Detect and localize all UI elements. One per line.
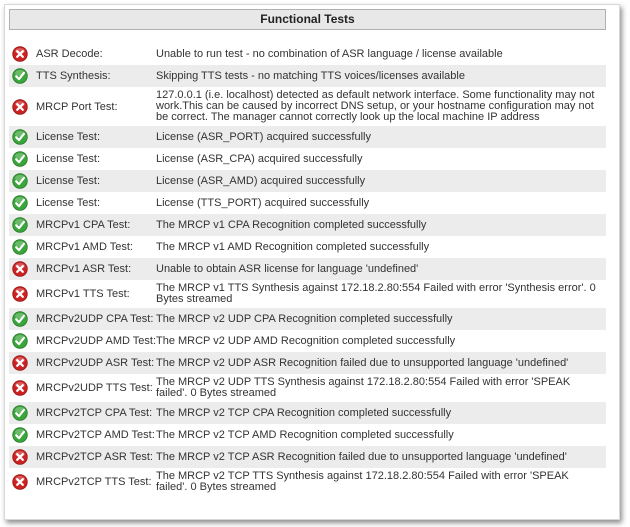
table-row: [9, 468, 606, 496]
test-name: MRCPv2UDP CPA Test:: [36, 313, 154, 325]
x-circle-icon: [12, 99, 28, 115]
test-result: The MRCP v2 TCP ASR Recognition failed due to unsupported language 'undefined': [156, 450, 567, 463]
test-name: MRCPv2UDP AMD Test:: [36, 335, 157, 347]
test-result: Unable to obtain ASR license for language 'undefined': [156, 262, 419, 275]
test-result: The MRCP v2 TCP CPA Recognition completed successfully: [156, 406, 452, 419]
test-result: The MRCP v2 UDP ASR Recognition failed due to unsupported language 'undefined': [156, 356, 569, 369]
check-circle-icon: [12, 217, 28, 233]
check-circle-icon: [12, 239, 28, 255]
test-result: License (TTS_PORT) acquired successfully: [156, 196, 370, 209]
test-result: The MRCP v2 UDP CPA Recognition completed successfully: [156, 312, 453, 325]
table-row: [9, 214, 606, 236]
table-row: [9, 308, 606, 330]
check-circle-icon: [12, 195, 28, 211]
panel-title: Functional Tests: [9, 9, 606, 30]
test-name: MRCPv2TCP CPA Test:: [36, 407, 153, 419]
test-name: License Test:: [36, 175, 101, 187]
test-result: The MRCP v2 TCP AMD Recognition completed successfully: [156, 428, 454, 441]
table-row: [9, 258, 606, 280]
check-circle-icon: [12, 68, 28, 84]
test-name: ASR Decode:: [36, 48, 103, 60]
table-row: [9, 236, 606, 258]
x-circle-icon: [12, 449, 28, 465]
check-circle-icon: [12, 405, 28, 421]
table-row: [9, 192, 606, 214]
table-row: [9, 330, 606, 352]
x-circle-icon: [12, 474, 28, 490]
x-circle-icon: [12, 46, 28, 62]
test-result: Skipping TTS tests - no matching TTS voices/licenses available: [156, 69, 465, 82]
table-row: [9, 424, 606, 446]
check-circle-icon: [12, 333, 28, 349]
x-circle-icon: [12, 261, 28, 277]
test-name: MRCPv2TCP ASR Test:: [36, 451, 153, 463]
table-row: [9, 65, 606, 87]
x-circle-icon: [12, 380, 28, 396]
test-name: License Test:: [36, 131, 101, 143]
test-result: License (ASR_CPA) acquired successfully: [156, 152, 363, 165]
test-result: License (ASR_PORT) acquired successfully: [156, 130, 371, 143]
table-row: [9, 43, 606, 65]
table-row: [9, 170, 606, 192]
test-name: MRCPv2UDP TTS Test:: [36, 382, 153, 394]
test-result: The MRCP v1 AMD Recognition completed successfully: [156, 240, 430, 253]
test-name: MRCPv1 TTS Test:: [36, 288, 130, 300]
test-name: License Test:: [36, 197, 101, 209]
test-name: MRCPv1 AMD Test:: [36, 241, 133, 253]
table-row: [9, 280, 606, 308]
check-circle-icon: [12, 311, 28, 327]
test-result: Unable to run test - no combination of ASR language / license available: [156, 47, 503, 60]
table-row: [9, 402, 606, 424]
test-result: 127.0.0.1 (i.e. localhost) detected as default network interface. Some functionality may not work.This can be caused by incorrect DNS setup, or your hostname configuration may not be correct. The manager cannot correctly look up the local machine IP address: [156, 89, 595, 123]
table-row: [9, 352, 606, 374]
test-name: MRCPv2TCP AMD Test:: [36, 429, 155, 441]
test-result: The MRCP v1 CPA Recognition completed successfully: [156, 218, 427, 231]
check-circle-icon: [12, 173, 28, 189]
table-row: [9, 87, 606, 126]
x-circle-icon: [12, 286, 28, 302]
test-result: The MRCP v2 UDP TTS Synthesis against 172.18.2.80:554 Failed with error 'SPEAK failed'. 0 Bytes streamed: [156, 376, 571, 399]
check-circle-icon: [12, 129, 28, 145]
test-result: The MRCP v1 TTS Synthesis against 172.18.2.80:554 Failed with error 'Synthesis error'. 0 Bytes streamed: [156, 282, 596, 305]
test-result: The MRCP v2 TCP TTS Synthesis against 172.18.2.80:554 Failed with error 'SPEAK failed'. 0 Bytes streamed: [156, 470, 569, 493]
test-name: License Test:: [36, 153, 101, 165]
test-result: The MRCP v2 UDP AMD Recognition completed successfully: [156, 334, 456, 347]
table-row: [9, 374, 606, 402]
check-circle-icon: [12, 427, 28, 443]
x-circle-icon: [12, 355, 28, 371]
test-name: MRCPv2UDP ASR Test:: [36, 357, 155, 369]
test-name: MRCPv2TCP TTS Test:: [36, 476, 152, 488]
test-name: MRCPv1 CPA Test:: [36, 219, 131, 231]
functional-tests-panel: [4, 4, 620, 520]
table-row: [9, 126, 606, 148]
check-circle-icon: [12, 151, 28, 167]
test-name: MRCP Port Test:: [36, 100, 118, 113]
test-name: TTS Synthesis:: [36, 70, 111, 82]
table-row: [9, 446, 606, 468]
tests-list: [9, 43, 606, 496]
test-result: License (ASR_AMD) acquired successfully: [156, 174, 366, 187]
table-row: [9, 148, 606, 170]
test-name: MRCPv1 ASR Test:: [36, 263, 132, 275]
